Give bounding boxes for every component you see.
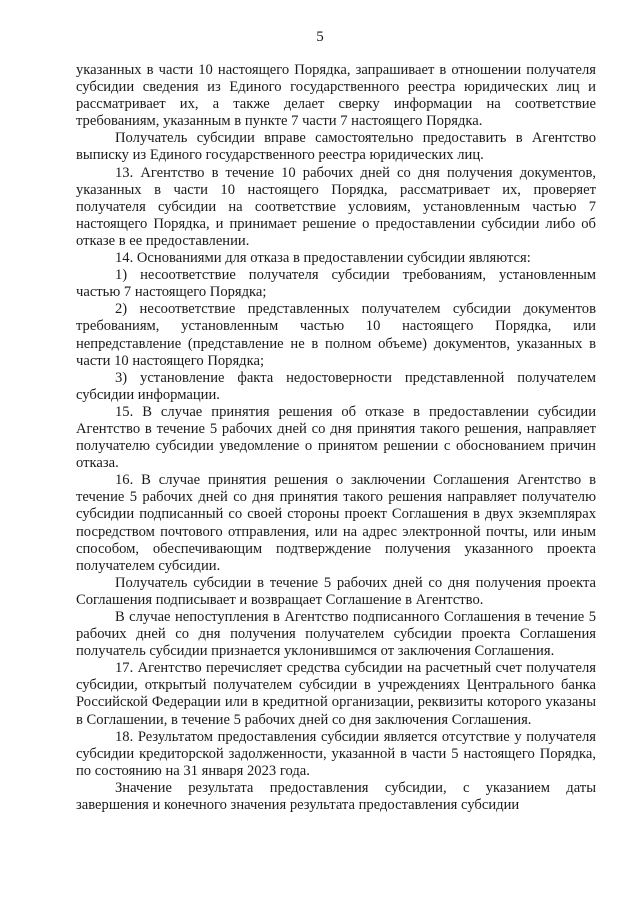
paragraph-16-signing: Получатель субсидии в течение 5 рабочих дней со дня получения проекта Соглашения подписывает и возвращает Соглашение в Агентство. [76,574,596,608]
paragraph-17: 17. Агентство перечисляет средства субсидии на расчетный счет получателя субсидии, открытый получателем субсидии в учреждениях Центрального банка Российской Федерации или в кредитной организации, реквизиты которого указаны в Соглашении, в течение 5 рабочих дней со дня заключения Соглашения. [76,660,596,728]
paragraph-15: 15. В случае принятия решения об отказе в предоставлении субсидии Агентство в течение 5 рабочих дней со дня принятия такого решения, направляет получателю субсидии уведомление о принятом решении с обоснованием причин отказа. [76,403,596,472]
paragraph-egrul-extract: Получатель субсидии вправе самостоятельно предоставить в Агентство выписку из Единого государственного реестра юридических лиц. [76,130,596,164]
paragraph-14-item-3: 3) установление факта недостоверности представленной получателем субсидии информации. [76,369,596,403]
paragraph-14: 14. Основаниями для отказа в предоставлении субсидии являются: [115,250,531,267]
document-body [76,62,596,814]
paragraph-16-evasion: В случае непоступления в Агентство подписанного Соглашения в течение 5 рабочих дней со дня получения получателем субсидии проекта Соглашения получатель субсидии признается уклонившимся от заключения Соглашения. [76,609,596,660]
paragraph-18: 18. Результатом предоставления субсидии является отсутствие у получателя субсидии кредиторской задолженности, указанной в части 5 настоящего Порядка, по состоянию на 31 января 2023 года. [76,728,596,779]
paragraph-14-item-2: 2) несоответствие представленных получателем субсидии документов требованиям, установленным частью 10 настоящего Порядка, или непредставление (представление не в полном объеме) документов, указанных в части 10 настоящего Порядка; [76,301,596,369]
paragraph-16: 16. В случае принятия решения о заключении Соглашения Агентство в течение 5 рабочих дней со дня принятия такого решения направляет получателю субсидии подписанный со своей стороны проект Соглашения в двух экземплярах посредством почтового отправления, или на адрес электронной почты, или иным способом, обеспечивающим подтверждение получения указанного проекта получателем субсидии. [76,472,596,574]
paragraph-13: 13. Агентство в течение 10 рабочих дней со дня получения документов, указанных в части 10 настоящего Порядка, рассматривает их, проверяет получателя субсидии на соответствие условиям, установленным частью 7 настоящего Порядка, и принимает решение о предоставлении субсидии либо об отказе в ее предоставлении. [76,164,596,249]
paragraph-18-result-value: Значение результата предоставления субсидии, с указанием даты завершения и конечного значения результата предоставления субсидии [76,779,596,814]
paragraph-continuation: указанных в части 10 настоящего Порядка, запрашивает в отношении получателя субсидии сведения из Единого государственного реестра юридических лиц и рассматривает их, а также делает сверку информации на соответствие требованиям, указанным в пункте 7 части 7 настоящего Порядка. [76,62,596,130]
page-number: 5 [316,29,324,45]
paragraph-14-item-1: 1) несоответствие получателя субсидии требованиям, установленным частью 7 настоящего Порядка; [76,267,596,301]
